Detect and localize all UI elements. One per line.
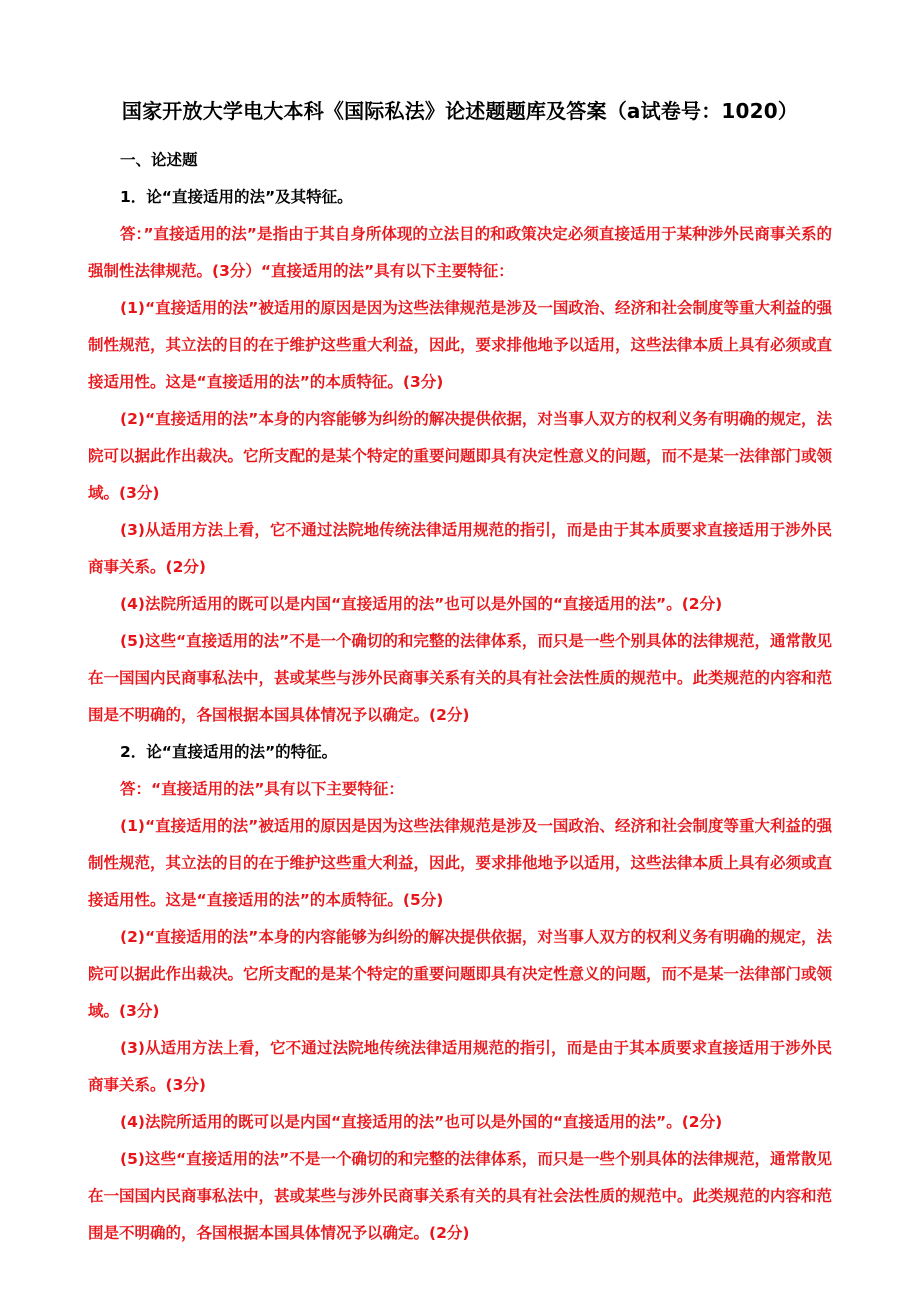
question-block-1	[88, 179, 832, 734]
answer-point: (1)“直接适用的法”被适用的原因是因为这些法律规范是涉及一国政治、经济和社会制度等重大利益的强制性规范，其立法的目的在于维护这些重大利益，因此，要求排他地予以适用，这些法律本质上具有必须或直接适用性。这是“直接适用的法”的本质特征。(3分)	[88, 299, 833, 391]
document-title: 国家开放大学电大本科《国际私法》论述题题库及答案（a试卷号：1020）	[121, 99, 799, 123]
answer-intro: 答：”直接适用的法”是指由于其自身所体现的立法目的和政策决定必须直接适用于某种涉外民商事关系的强制性法律规范。(3分）“直接适用的法”具有以下主要特征：	[88, 225, 832, 280]
question-text: 1．论“直接适用的法”及其特征。	[120, 188, 353, 206]
answer-point: (4)法院所适用的既可以是内国“直接适用的法”也可以是外国的“直接适用的法”。(2分)	[120, 1113, 723, 1131]
answer-point: (5)这些“直接适用的法”不是一个确切的和完整的法律体系，而只是一些个别具体的法律规范，通常散见在一国国内民商事私法中，甚或某些与涉外民商事关系有关的具有社会法性质的规范中。此类规范的内容和范围是不明确的，各国根据本国具体情况予以确定。(2分)	[88, 632, 833, 724]
question-text: 2．论“直接适用的法”的特征。	[120, 743, 338, 761]
answer-intro: 答：“直接适用的法”具有以下主要特征：	[120, 780, 404, 798]
question-block-2	[88, 734, 832, 1252]
section-heading: 一、论述题	[120, 151, 198, 169]
answer-point: (5)这些“直接适用的法”不是一个确切的和完整的法律体系，而只是一些个别具体的法律规范，通常散见在一国国内民商事私法中，甚或某些与涉外民商事关系有关的具有社会法性质的规范中。此类规范的内容和范围是不明确的，各国根据本国具体情况予以确定。(2分)	[88, 1150, 833, 1242]
answer-point: (3)从适用方法上看，它不通过法院地传统法律适用规范的指引，而是由于其本质要求直接适用于涉外民商事关系。(2分)	[88, 521, 832, 576]
answer-point: (4)法院所适用的既可以是内国“直接适用的法”也可以是外国的“直接适用的法”。(2分)	[120, 595, 723, 613]
answer-point: (2)“直接适用的法”本身的内容能够为纠纷的解决提供依据，对当事人双方的权利义务有明确的规定，法院可以据此作出裁决。它所支配的是某个特定的重要问题即具有决定性意义的问题，而不是某一法律部门或领域。(3分)	[88, 410, 833, 502]
answer-point: (3)从适用方法上看，它不通过法院地传统法律适用规范的指引，而是由于其本质要求直接适用于涉外民商事关系。(3分)	[88, 1039, 832, 1094]
answer-point: (1)“直接适用的法”被适用的原因是因为这些法律规范是涉及一国政治、经济和社会制度等重大利益的强制性规范，其立法的目的在于维护这些重大利益，因此，要求排他地予以适用，这些法律本质上具有必须或直接适用性。这是“直接适用的法”的本质特征。(5分)	[88, 817, 833, 909]
answer-point: (2)“直接适用的法”本身的内容能够为纠纷的解决提供依据，对当事人双方的权利义务有明确的规定，法院可以据此作出裁决。它所支配的是某个特定的重要问题即具有决定性意义的问题，而不是某一法律部门或领域。(3分)	[88, 928, 833, 1020]
